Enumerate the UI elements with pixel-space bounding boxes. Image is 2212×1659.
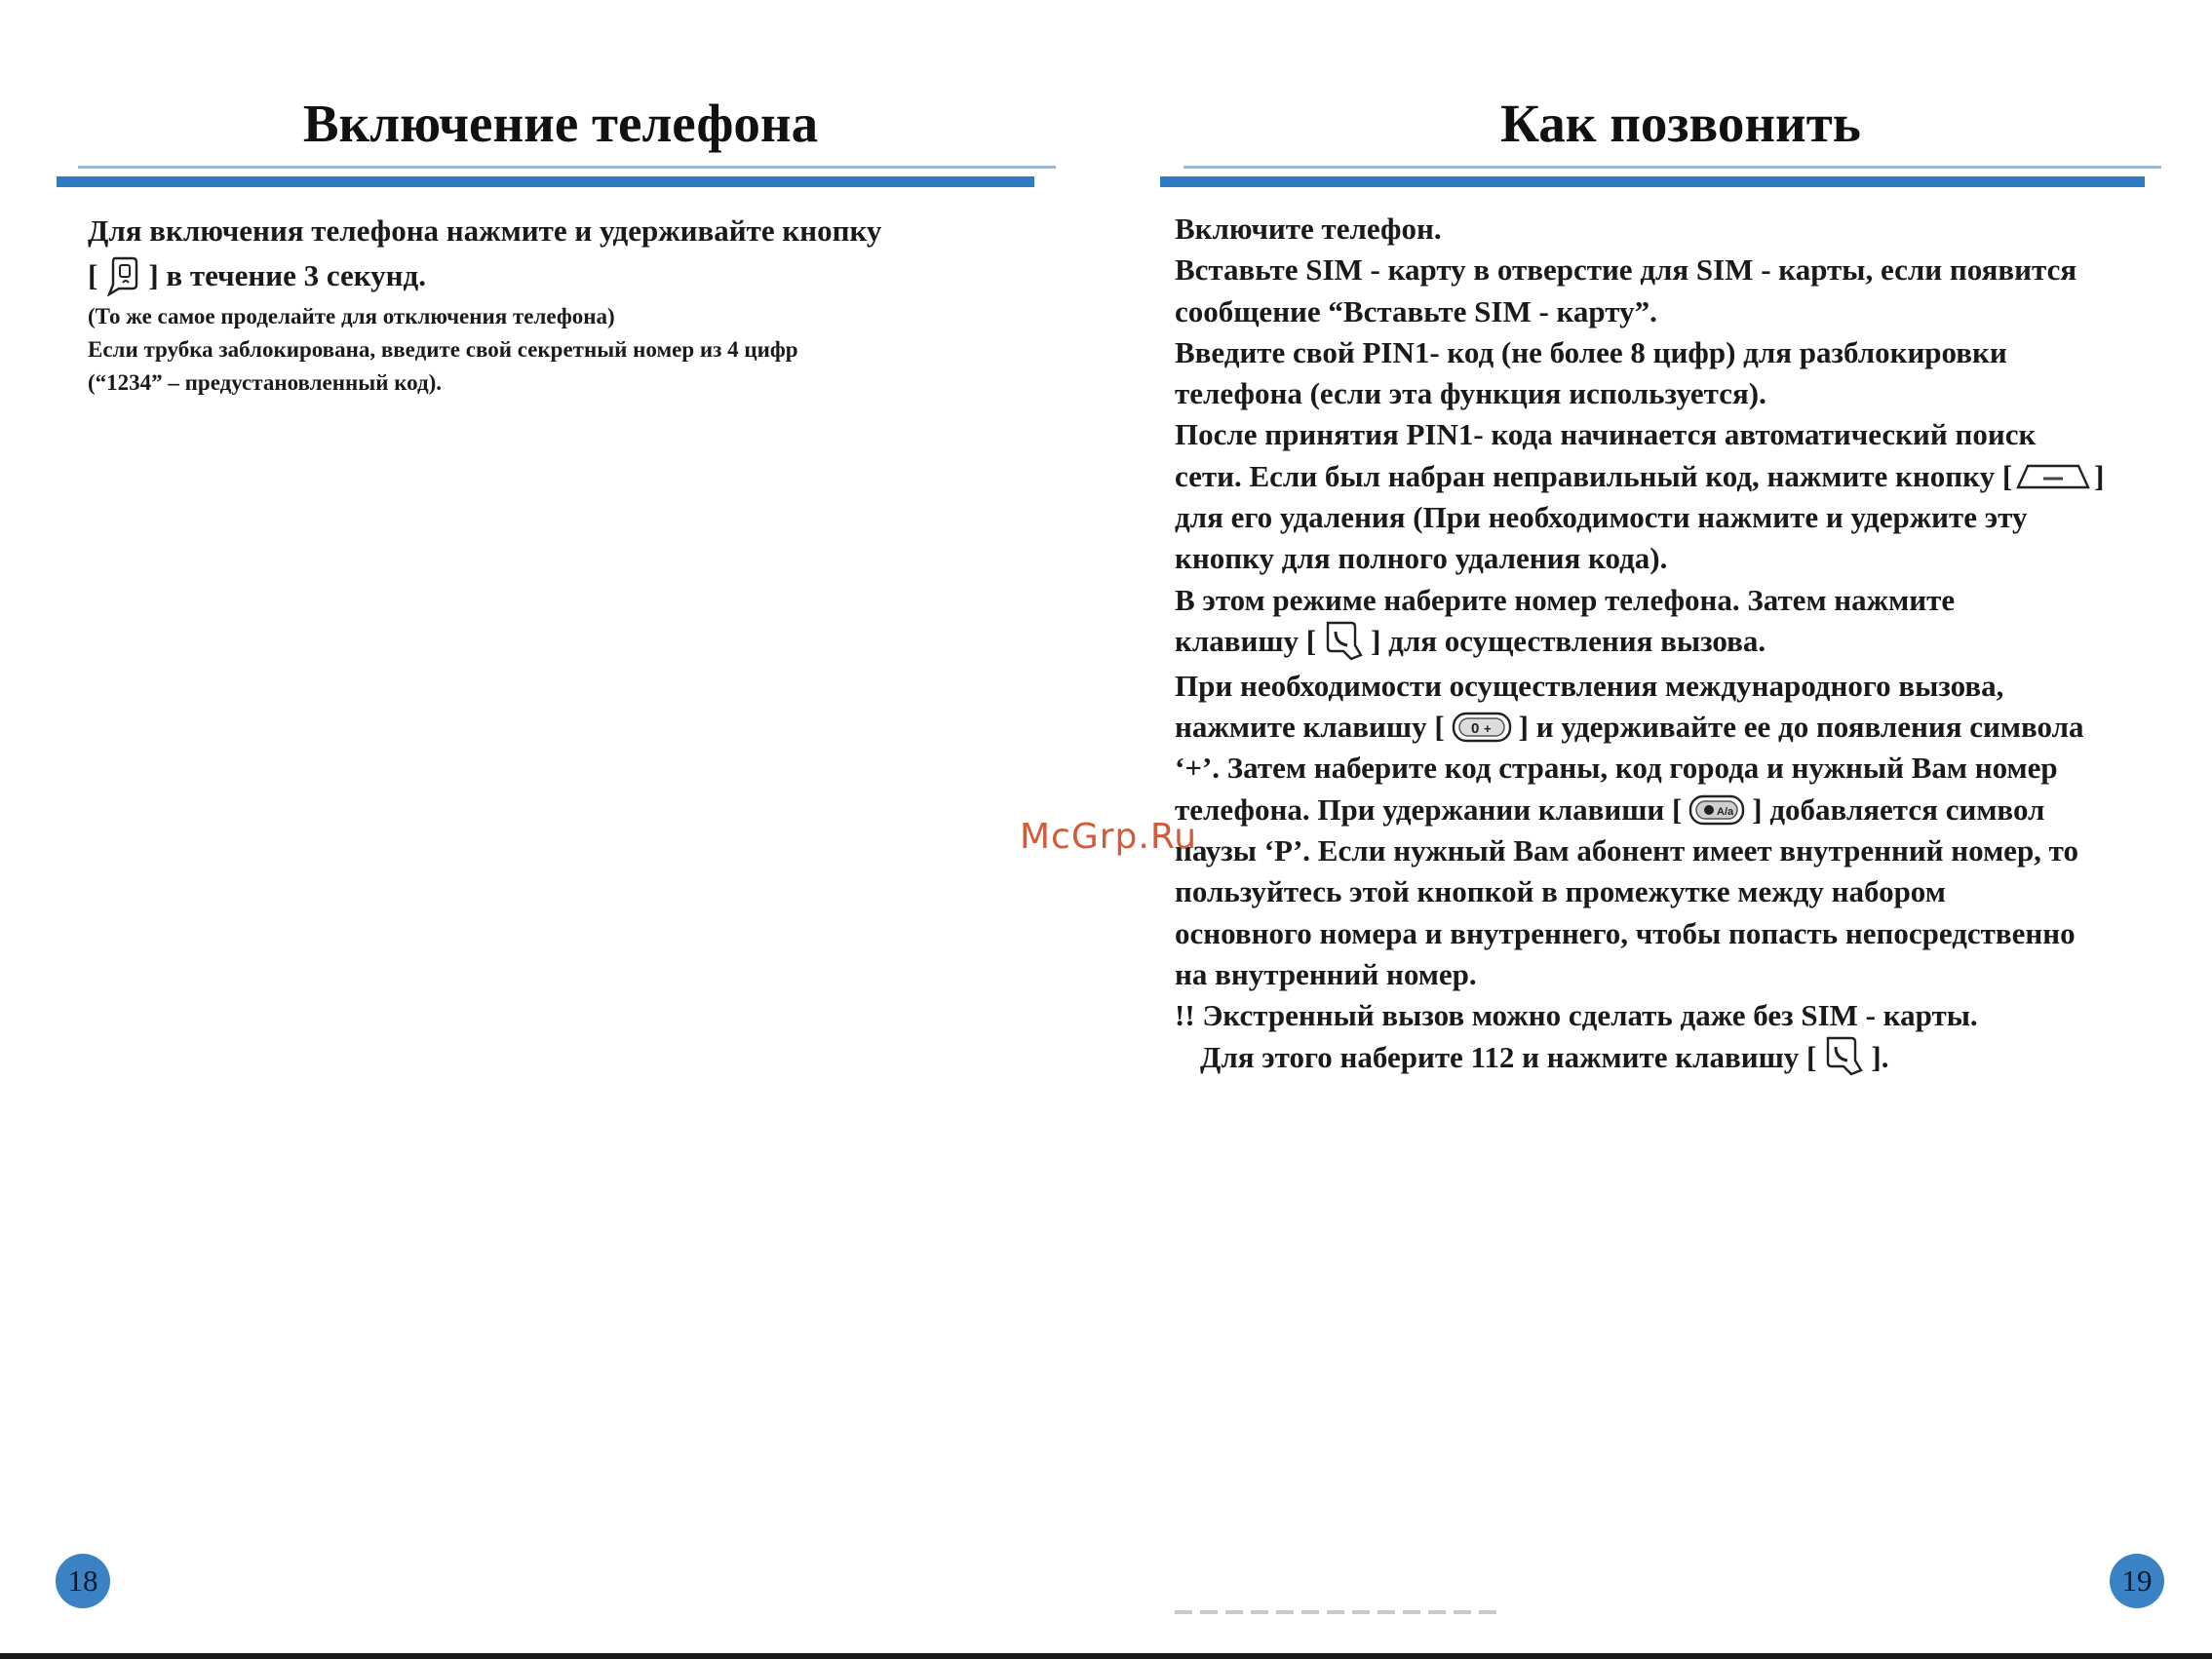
text-line: В этом режиме наберите номер телефона. Затем нажмите bbox=[1175, 582, 1956, 617]
send-call-key-icon bbox=[1322, 620, 1365, 663]
text-line: пользуйтесь этой кнопкой в промежутке между набором bbox=[1175, 874, 1946, 909]
power-on-instructions bbox=[88, 209, 1024, 299]
svg-text:+: + bbox=[1483, 721, 1492, 737]
svg-text:0: 0 bbox=[1470, 720, 1479, 738]
text-line: !! Экстренный вызов можно сделать даже без SIM - карты. bbox=[1175, 998, 1978, 1033]
star-pause-key-icon bbox=[1688, 793, 1746, 827]
text-line: телефона (если эта функция используется). bbox=[1175, 376, 1766, 411]
clear-key-icon bbox=[2014, 462, 2092, 491]
text-line: Для этого наберите 112 и нажмите клавишу [ ]. bbox=[1175, 1037, 2208, 1082]
text-line: клавишу [ ] для осуществления вызова. bbox=[1175, 621, 2208, 666]
page-number: 19 bbox=[2110, 1554, 2164, 1608]
text-line: (То же самое проделайте для отключения телефона) bbox=[88, 304, 615, 328]
bottom-edge-bar bbox=[0, 1653, 2212, 1659]
text-line: (“1234” – предустановленный код). bbox=[88, 370, 443, 395]
svg-text:A/a: A/a bbox=[1717, 805, 1734, 818]
text-line: ‘+’. Затем наберите код страны, код города и нужный Вам номер bbox=[1175, 751, 2058, 786]
text-line: Если трубка заблокирована, введите свой секретный номер из 4 цифр bbox=[88, 337, 798, 362]
title-rule-thin bbox=[1184, 166, 2161, 169]
right-page bbox=[1106, 0, 2212, 1659]
page-title: Включение телефона bbox=[302, 94, 819, 153]
text-line: для его удаления (При необходимости нажмите и удержите эту bbox=[1175, 500, 2028, 535]
text-line: телефона. При удержании клавиши [ A/a ] добавляется символ bbox=[1175, 791, 2045, 827]
text-line: Для включения телефона нажмите и удерживайте кнопку bbox=[88, 213, 882, 248]
title-rule-thick bbox=[1160, 176, 2145, 187]
text-line: После принятия PIN1- кода начинается автоматический поиск bbox=[1175, 417, 2037, 452]
call-instructions bbox=[1175, 209, 2208, 1081]
watermark: McGrp.Ru bbox=[1020, 817, 1198, 857]
power-end-key-icon bbox=[103, 255, 142, 296]
title-rule-thin bbox=[78, 166, 1056, 169]
send-call-key-icon bbox=[1822, 1035, 1865, 1078]
page-title: Как позвонить bbox=[1500, 94, 1861, 153]
text-line: кнопку для полного удаления кода). bbox=[1175, 541, 1668, 576]
power-on-notes bbox=[88, 300, 1024, 400]
text-line: сообщение “Вставьте SIM - карту”. bbox=[1175, 293, 1657, 328]
text-line: Вставьте SIM - карту в отверстие для SIM - карты, если появится bbox=[1175, 252, 2077, 288]
text-line: При необходимости осуществления международного вызова, bbox=[1175, 668, 2004, 703]
page-number: 18 bbox=[56, 1554, 110, 1608]
text-line: сети. Если был набран неправильный код, нажмите кнопку [ ] bbox=[1175, 458, 2105, 493]
text-line: нажмите клавишу [ 0 + ] и удерживайте ее до появления символа bbox=[1175, 710, 2084, 745]
title-rule-thick bbox=[57, 176, 1034, 187]
zero-plus-key-icon bbox=[1451, 711, 1513, 744]
text-line: Включите телефон. bbox=[1175, 212, 1442, 246]
text-line: паузы ‘P’. Если нужный Вам абонент имеет внутренний номер, то bbox=[1175, 833, 2079, 868]
text-line: на внутренний номер. bbox=[1175, 956, 1477, 991]
footer-faint-text bbox=[1175, 1610, 1501, 1614]
text-line: Введите свой PIN1- код (не более 8 цифр) для разблокировки bbox=[1175, 334, 2007, 369]
text-line: основного номера и внутреннего, чтобы попасть непосредственно bbox=[1175, 915, 2076, 950]
text-line: [ ] в течение 3 секунд. bbox=[88, 253, 1024, 299]
